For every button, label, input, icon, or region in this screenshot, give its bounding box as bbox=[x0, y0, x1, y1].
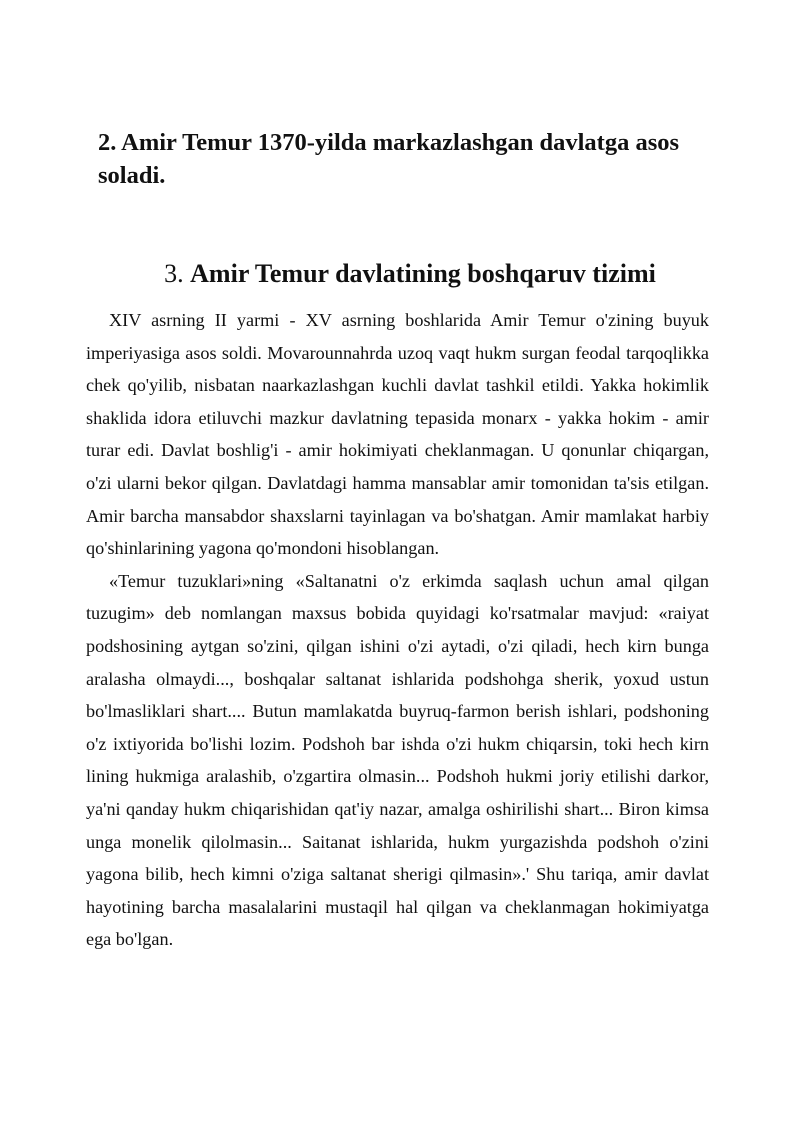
paragraph-2: «Temur tuzuklari»ning «Saltanatni o'z erkimda saqlash uchun amal qilgan tuzugim» deb nomlangan maxsus bobida quyidagi ko'rsatmalar mavjud: «raiyat podshosining aytgan so'zini, qilgan ishini o'zi aytadi, o'zi qiladi, hech kirn bunga aralasha olmaydi..., boshqalar saltanat ishlarida podshohga sherik, yoxud ustun bo'lmasliklari shart.... Butun mamlakatda buyruq-farmon berish ishlari, podshoning o'z ixtiyorida bo'lishi lozim. Podshoh bar ishda o'zi hukm chiqarsin, toki hech kirn lining hukmiga aralashib, o'zgartira olmasin... Podshoh hukmi joriy etilishi darkor, ya'ni qanday hukm chiqarishidan qat'iy nazar, amalga oshirilishi shart... Biron kimsa unga monelik qilolmasin... Saitanat ishlarida, hukm yurgazishda podshoh o'zini yagona bilib, hech kimni o'ziga saltanat sherigi qilmasin».' Shu tariqa, amir davlat hayotining barcha masalalarini mustaqil hal qilgan va cheklanmagan hokimiyatga ega bo'lgan. bbox=[86, 570, 709, 950]
paragraph-1: XIV asrning II yarmi - XV asrning boshlarida Amir Temur o'zining buyuk imperiyasiga asos soldi. Movarounnahrda uzoq vaqt hukm surgan feodal tarqoqlikka chek qo'yilib, nisbatan naarkazlashgan kuchli davlat tashkil etildi. Yakka hokimlik shaklida idora etiluvchi mazkur davlatning tepasida monarx - yakka hokim - amir turar edi. Davlat boshlig'i - amir hokimiyati cheklanmagan. U qonunlar chiqargan, o'zi ularni bekor qilgan. Davlatdagi hamma mansablar amir tomonidan ta'sis etilgan. Amir barcha mansabdor shaxslarni tayinlagan va bo'shatgan. Amir mamlakat harbiy qo'shinlarining yagona qo'mondoni hisoblangan. bbox=[86, 310, 709, 559]
section-3-heading bbox=[0, 257, 800, 291]
section-2-heading: 2. Amir Temur 1370-yilda markazlashgan davlatga asos soladi. bbox=[98, 129, 680, 189]
section-3-number: 3. bbox=[164, 259, 191, 288]
section-3-body bbox=[86, 304, 709, 956]
section-3-title: Amir Temur davlatining boshqaruv tizimi bbox=[190, 259, 656, 288]
